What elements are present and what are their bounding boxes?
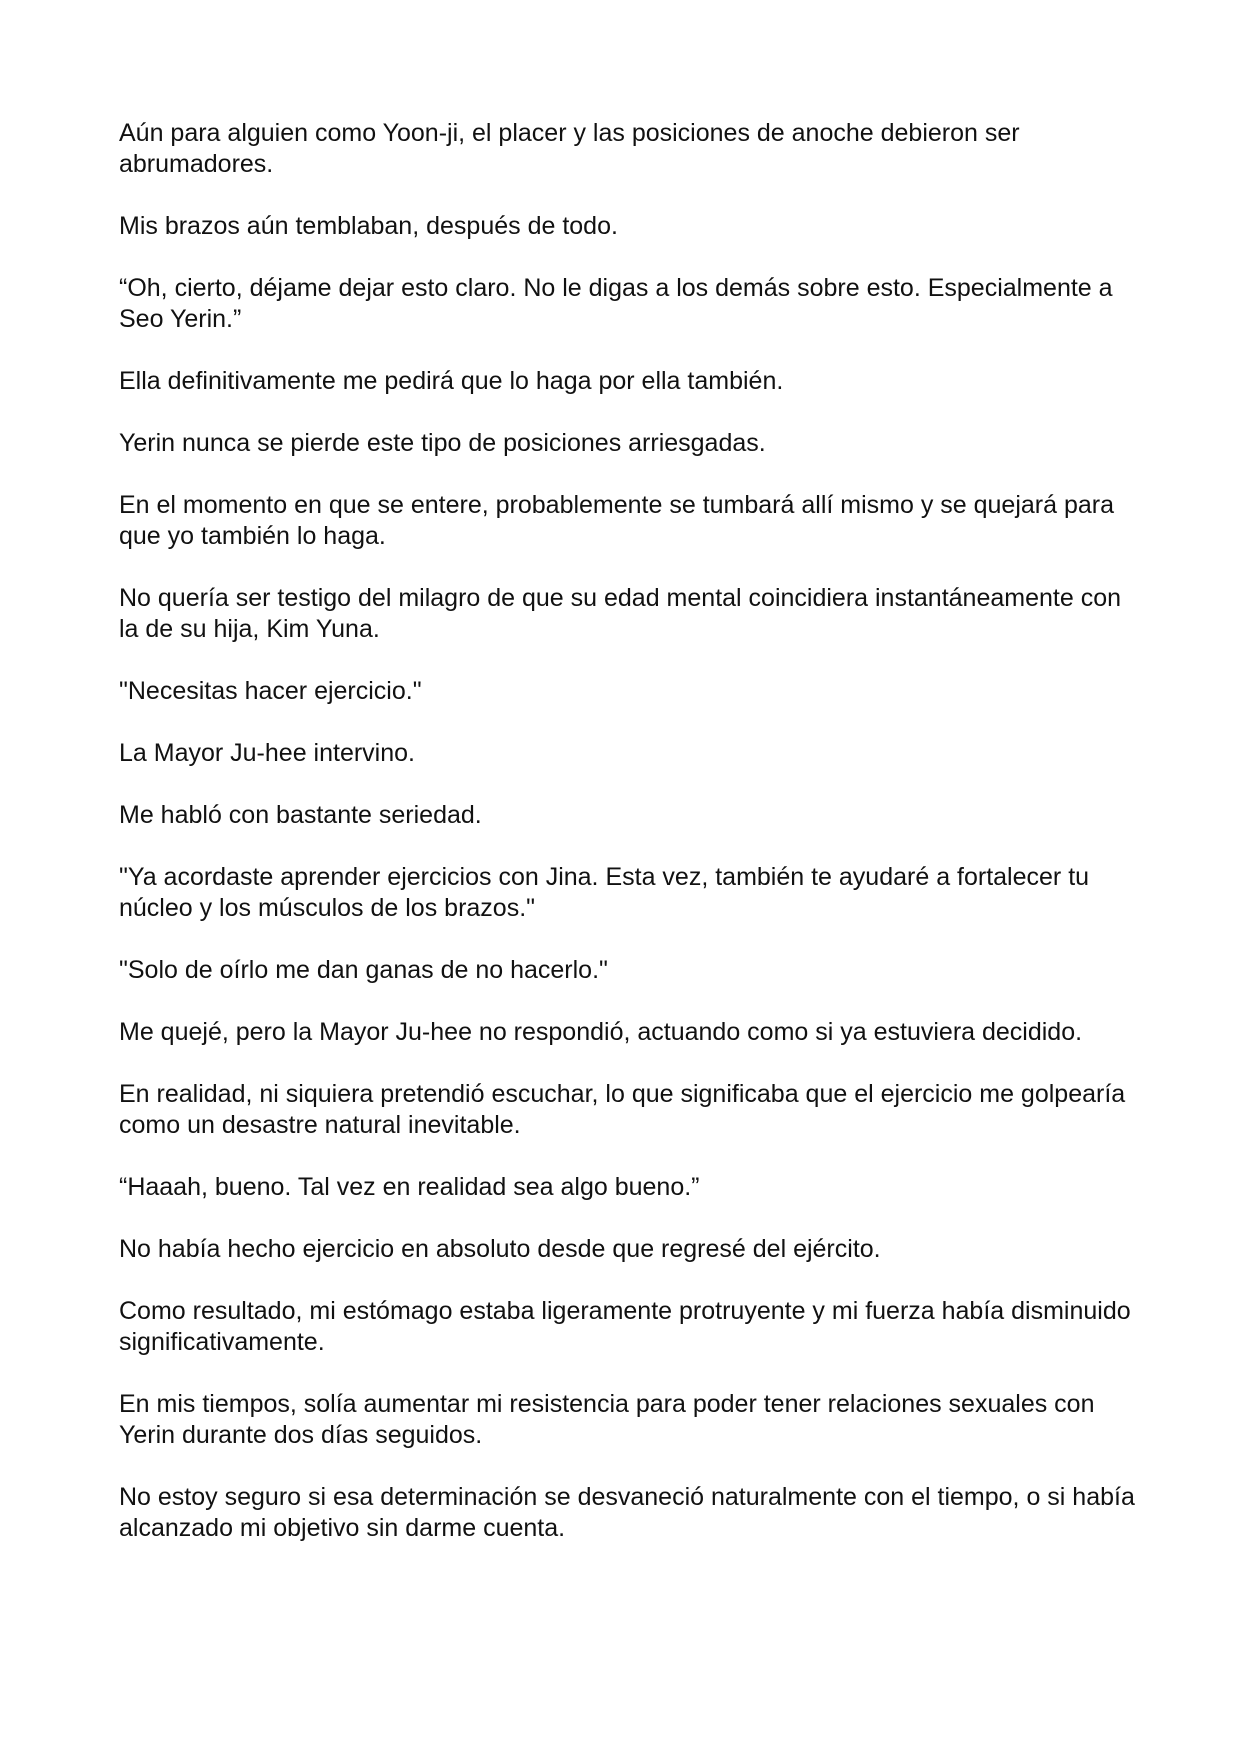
paragraph: "Ya acordaste aprender ejercicios con Jina. Esta vez, también te ayudaré a fortalecer tu núcleo y los músculos de los brazos." (119, 863, 1090, 922)
paragraph: “Haaah, bueno. Tal vez en realidad sea algo bueno.” (119, 1173, 700, 1201)
paragraph: No quería ser testigo del milagro de que su edad mental coincidiera instantáneamente con la de su hija, Kim Yuna. (119, 584, 1122, 643)
paragraph: "Necesitas hacer ejercicio." (119, 677, 422, 705)
paragraph: "Solo de oírlo me dan ganas de no hacerlo." (119, 956, 608, 984)
paragraph: “Oh, cierto, déjame dejar esto claro. No le digas a los demás sobre esto. Especialmente a Seo Yerin.” (119, 274, 1113, 333)
paragraph: En el momento en que se entere, probablemente se tumbará allí mismo y se quejará para que yo también lo haga. (119, 491, 1114, 550)
paragraph: En mis tiempos, solía aumentar mi resistencia para poder tener relaciones sexuales con Yerin durante dos días seguidos. (119, 1390, 1095, 1449)
paragraph: Mis brazos aún temblaban, después de todo. (119, 212, 618, 240)
paragraph: En realidad, ni siquiera pretendió escuchar, lo que significaba que el ejercicio me golpearía como un desastre natural inevitable. (119, 1080, 1126, 1139)
paragraph: Me habló con bastante seriedad. (119, 801, 482, 829)
paragraph: La Mayor Ju-hee intervino. (119, 739, 415, 767)
paragraph: Aún para alguien como Yoon-ji, el placer y las posiciones de anoche debieron ser abrumadores. (119, 119, 1020, 178)
paragraph: Como resultado, mi estómago estaba ligeramente protruyente y mi fuerza había disminuido significativamente. (119, 1297, 1131, 1356)
paragraph: Yerin nunca se pierde este tipo de posiciones arriesgadas. (119, 429, 766, 457)
paragraph: Me quejé, pero la Mayor Ju-hee no respondió, actuando como si ya estuviera decidido. (119, 1018, 1083, 1046)
document-body (119, 118, 1139, 1575)
paragraph: Ella definitivamente me pedirá que lo haga por ella también. (119, 367, 784, 395)
paragraph: No estoy seguro si esa determinación se desvaneció naturalmente con el tiempo, o si había alcanzado mi objetivo sin darme cuenta. (119, 1483, 1135, 1542)
paragraph: No había hecho ejercicio en absoluto desde que regresé del ejército. (119, 1235, 881, 1263)
